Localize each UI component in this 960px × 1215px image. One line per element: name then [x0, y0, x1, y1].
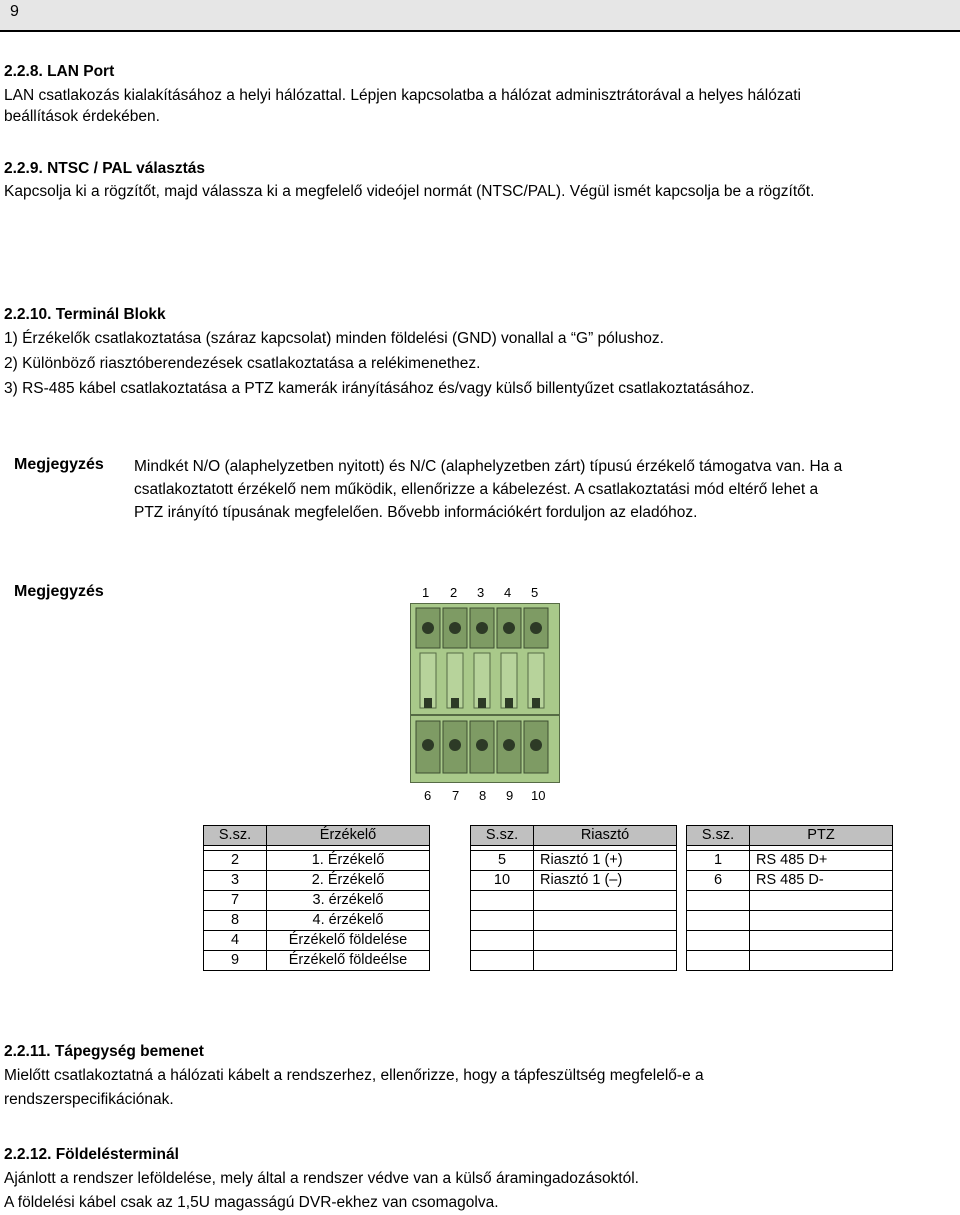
table-cell [750, 911, 893, 931]
table-cell [534, 891, 677, 911]
table-header: PTZ [750, 826, 893, 846]
top-connector-row [416, 608, 548, 648]
note-text [134, 455, 934, 524]
table-row [204, 851, 430, 871]
table-cell: 3. érzékelő [267, 891, 430, 911]
table-cell: 4. érzékelő [267, 911, 430, 931]
lan-port-text: LAN csatlakozás kialakításához a helyi hálózattal. Lépjen kapcsolatba a hálózat adminisztrátorával a helyes hálózati [4, 87, 801, 104]
table-row [687, 911, 893, 931]
table-cell: 3 [204, 871, 267, 891]
terminal-block-text: 3) RS-485 kábel csatlakoztatása a PTZ kamerák irányításához és/vagy külső billentyűzet csatlakoztatásához. [4, 380, 755, 397]
note-label: Megjegyzés [14, 456, 104, 473]
table-cell [471, 891, 534, 911]
table-row [471, 951, 677, 971]
section-heading-ntsc-pal: 2.2.9. NTSC / PAL választás [4, 160, 206, 177]
table-header: Érzékelő [267, 826, 430, 846]
table-row [687, 871, 893, 891]
pin-number: 5 [531, 585, 539, 600]
power-input-text: Mielőtt csatlakoztatná a hálózati kábelt a rendszerhez, ellenőrizze, hogy a tápfeszültség megfelelő-e a [4, 1067, 704, 1084]
table-row [471, 891, 677, 911]
page-number: 9 [10, 3, 19, 20]
pin-number: 7 [452, 788, 460, 803]
note-line: Mindkét N/O (alaphelyzetben nyitott) és N/C (alaphelyzetben zárt) típusú érzékelő támogatva van. Ha a [134, 458, 843, 475]
table-cell [750, 891, 893, 911]
bottom-connector-row [416, 721, 548, 773]
section-heading-terminal-block: 2.2.10. Terminál Blokk [4, 306, 166, 323]
table-cell: 2. Érzékelő [267, 871, 430, 891]
table-cell: Riasztó 1 (–) [534, 871, 677, 891]
table-row [687, 851, 893, 871]
page-header [0, 0, 960, 32]
table-cell [534, 931, 677, 951]
table-cell [534, 911, 677, 931]
pin-number: 8 [479, 788, 487, 803]
table-cell: Érzékelő földelése [267, 931, 430, 951]
ntsc-pal-text: Kapcsolja ki a rögzítőt, majd válassza ki a megfelelő videójel normát (NTSC/PAL). Végül ismét kapcsolja be a rögzítőt. [4, 183, 815, 200]
table-row [687, 931, 893, 951]
alarm-table [470, 825, 677, 971]
table-cell: 1. Érzékelő [267, 851, 430, 871]
table-cell: 2 [204, 851, 267, 871]
terminal-block-text: 2) Különböző riasztóberendezések csatlakoztatása a relékimenethez. [4, 355, 481, 372]
pin-number: 10 [531, 788, 546, 803]
table-cell: 5 [471, 851, 534, 871]
table-row [687, 891, 893, 911]
table-header-row [204, 826, 430, 846]
table-header: S.sz. [204, 826, 267, 846]
table-cell: RS 485 D- [750, 871, 893, 891]
note-label: Megjegyzés [14, 583, 104, 600]
section-heading-ground-terminal: 2.2.12. Földelésterminál [4, 1146, 179, 1163]
pin-number: 6 [424, 788, 432, 803]
note-line: PTZ irányító típusának megfelelően. Bővebb információkért forduljon az eladóhoz. [134, 504, 698, 521]
table-cell [471, 911, 534, 931]
table-cell: 1 [687, 851, 750, 871]
table-cell: 8 [204, 911, 267, 931]
table-row [471, 911, 677, 931]
table-cell [687, 931, 750, 951]
table-cell [534, 951, 677, 971]
table-cell: 6 [687, 871, 750, 891]
ground-terminal-text: Ajánlott a rendszer leföldelése, mely által a rendszer védve van a külső áramingadozásoktól. [4, 1170, 639, 1187]
table-cell [750, 931, 893, 951]
table-cell [687, 911, 750, 931]
table-row [471, 931, 677, 951]
power-input-text: rendszerspecifikációnak. [4, 1091, 174, 1108]
table-cell: 7 [204, 891, 267, 911]
table-cell: Érzékelő földeélse [267, 951, 430, 971]
table-cell: Riasztó 1 (+) [534, 851, 677, 871]
table-cell: 4 [204, 931, 267, 951]
top-pin-numbers [410, 585, 560, 603]
terminal-block-text: 1) Érzékelők csatlakoztatása (száraz kapcsolat) minden földelési (GND) vonallal a “G” pólushoz. [4, 330, 664, 347]
table-header-row [687, 826, 893, 846]
table-cell: 9 [204, 951, 267, 971]
table-cell: 10 [471, 871, 534, 891]
terminal-block-image [410, 603, 560, 783]
pin-number: 4 [504, 585, 512, 600]
lan-port-text: beállítások érdekében. [4, 108, 160, 125]
table-cell: RS 485 D+ [750, 851, 893, 871]
pin-number: 1 [422, 585, 430, 600]
section-heading-power-input: 2.2.11. Tápegység bemenet [4, 1043, 204, 1060]
ground-terminal-text: A földelési kábel csak az 1,5U magasságú DVR-ekhez van csomagolva. [4, 1194, 499, 1211]
table-row [204, 931, 430, 951]
table-cell [687, 891, 750, 911]
table-cell [750, 951, 893, 971]
table-row [204, 871, 430, 891]
table-cell [471, 951, 534, 971]
sensor-table [203, 825, 430, 971]
note-line: csatlakoztatott érzékelő nem működik, ellenőrizze a kábelezést. A csatlakoztatási mód eltérő lehet a [134, 481, 819, 498]
table-row [471, 851, 677, 871]
section-heading-lan-port: 2.2.8. LAN Port [4, 63, 115, 80]
table-row [204, 911, 430, 931]
table-header: S.sz. [687, 826, 750, 846]
pin-number: 3 [477, 585, 485, 600]
table-header: S.sz. [471, 826, 534, 846]
table-row [471, 871, 677, 891]
table-cell [471, 931, 534, 951]
table-row [687, 951, 893, 971]
table-row [204, 951, 430, 971]
ptz-table [686, 825, 893, 971]
table-cell [687, 951, 750, 971]
table-header-row [471, 826, 677, 846]
bottom-pin-numbers [410, 788, 560, 806]
table-row [204, 891, 430, 911]
pin-number: 9 [506, 788, 514, 803]
table-header: Riasztó [534, 826, 677, 846]
pin-number: 2 [450, 585, 458, 600]
